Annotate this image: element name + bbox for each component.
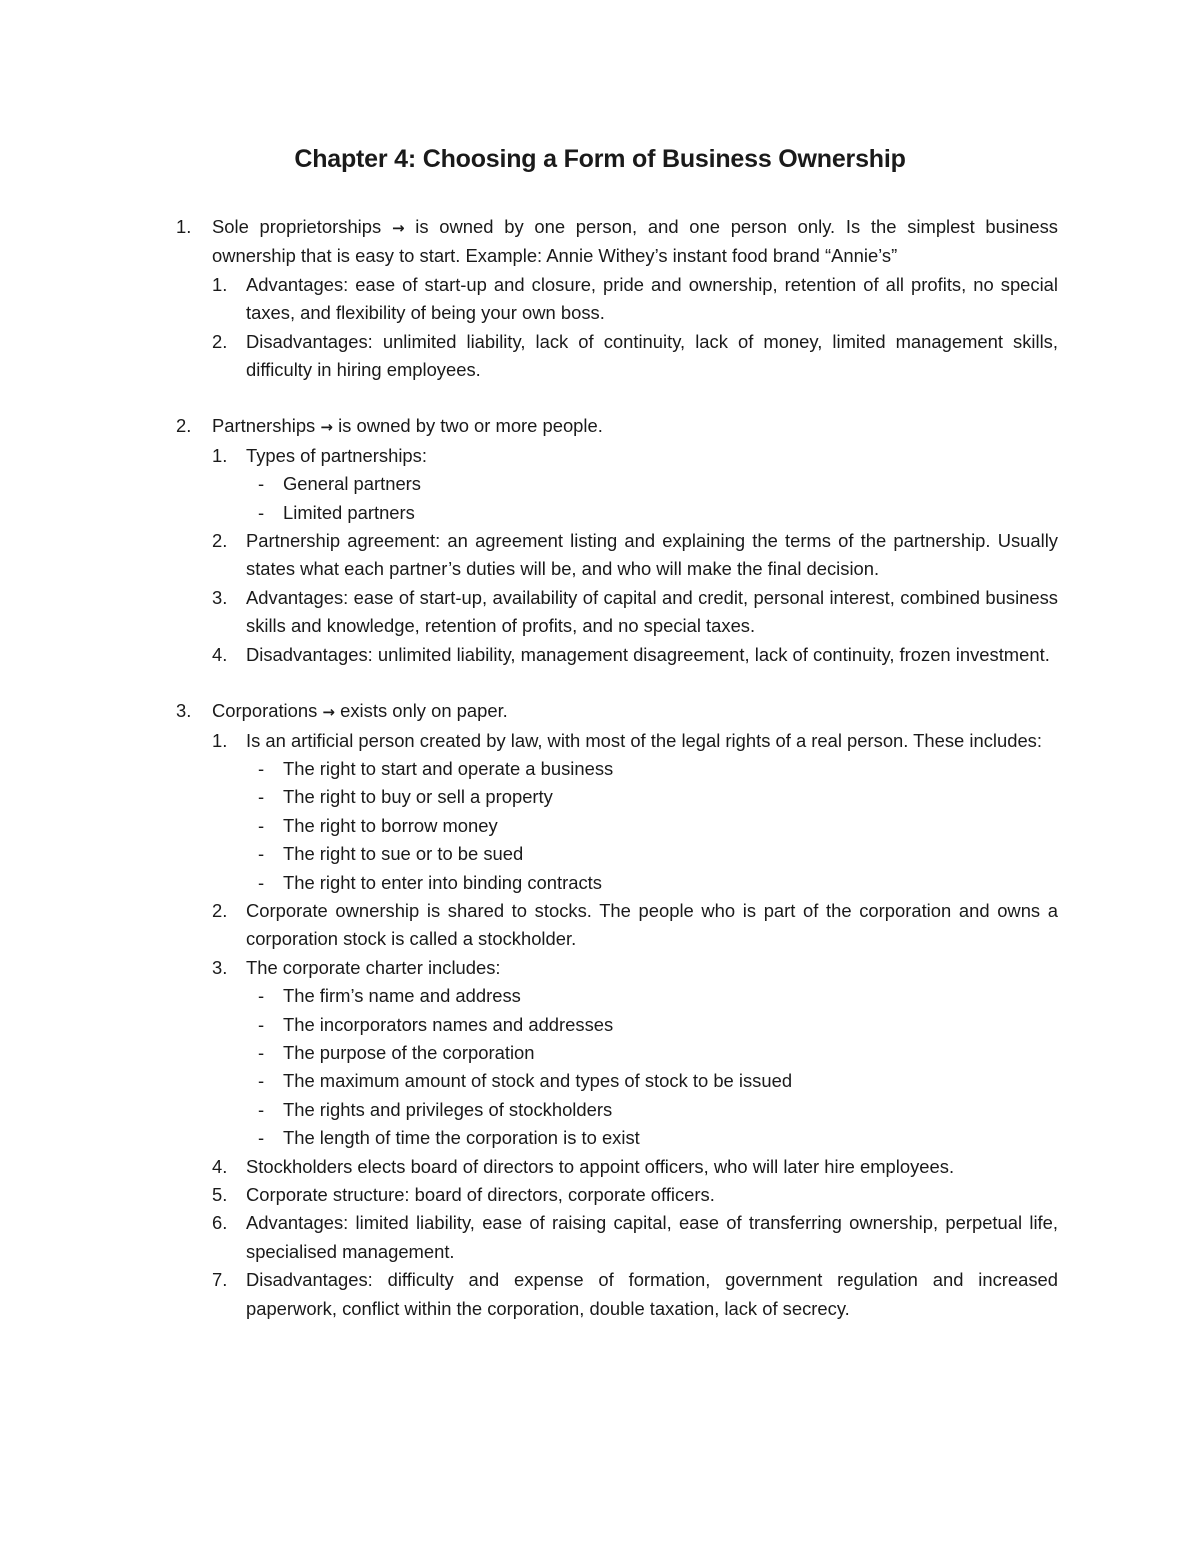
list-item — [212, 1209, 1058, 1266]
list-item — [212, 442, 1058, 527]
bullet-item — [246, 783, 1058, 811]
list-item — [212, 328, 1058, 385]
arrow-icon: → — [322, 703, 335, 722]
bullet-item — [246, 1039, 1058, 1067]
section-heading: Corporations — [212, 700, 318, 722]
section-number: 1. — [176, 216, 192, 237]
list-item — [212, 271, 1058, 328]
item-number: 5. — [212, 1184, 228, 1205]
item-number: 2. — [212, 330, 228, 352]
dash-bullet: - — [258, 1098, 265, 1120]
item-text: Advantages: limited liability, ease of raising capital, ease of transferring ownership, perpetual life, specialised management. — [246, 1212, 1058, 1262]
list-item — [212, 954, 1058, 1153]
bullet-text: General partners — [283, 473, 422, 495]
arrow-icon: → — [320, 418, 333, 437]
item-text: Corporate structure: board of directors, corporate officers. — [246, 1184, 715, 1205]
item-number: 3. — [212, 586, 228, 608]
bullet-text: The right to sue or to be sued — [283, 843, 524, 865]
bullet-text: The length of time the corporation is to exist — [283, 1127, 640, 1149]
dash-bullet: - — [258, 985, 265, 1007]
list-item — [212, 527, 1058, 584]
bullet-item — [246, 470, 1058, 498]
arrow-icon: → — [391, 219, 405, 237]
section-description: exists only on paper. — [340, 700, 508, 722]
item-number: 1. — [212, 444, 228, 466]
bullet-item — [246, 812, 1058, 840]
item-number: 2. — [212, 899, 228, 921]
dash-bullet: - — [258, 501, 265, 523]
item-number: 7. — [212, 1269, 228, 1291]
dash-bullet: - — [258, 1070, 265, 1092]
bullet-item — [246, 755, 1058, 783]
item-number: 6. — [212, 1212, 228, 1234]
item-text: Advantages: ease of start-up and closure, pride and ownership, retention of all profits, no special taxes, and flexibility of being your own boss. — [246, 273, 1058, 324]
bullet-text: The purpose of the corporation — [283, 1041, 535, 1063]
item-text: Disadvantages: unlimited liability, lack of continuity, lack of money, limited management skills, difficulty in hiring employees. — [246, 330, 1058, 381]
bullet-item — [246, 499, 1058, 527]
bullet-item — [246, 840, 1058, 868]
bullet-text: The right to start and operate a business — [283, 757, 614, 779]
bullet-item — [246, 1067, 1058, 1095]
bullet-text: Limited partners — [283, 501, 415, 523]
list-item — [212, 641, 1058, 669]
item-text: Corporate ownership is shared to stocks. The people who is part of the corporation and owns a corporation stock is called a stockholder. — [246, 899, 1058, 950]
dash-bullet: - — [258, 757, 265, 779]
list-item — [212, 584, 1058, 641]
item-number: 1. — [212, 729, 228, 751]
section-heading: Partnerships — [212, 415, 316, 437]
list-item — [212, 1181, 1058, 1209]
section-number: 2. — [176, 415, 192, 437]
item-text: Partnership agreement: an agreement listing and explaining the terms of the partnership. Usually states what each partner’s duties will be, and who will make the final decision. — [246, 530, 1058, 580]
bullet-item — [246, 1124, 1058, 1152]
document-body — [176, 213, 1058, 1323]
bullet-text: The right to borrow money — [283, 814, 498, 836]
dash-bullet: - — [258, 814, 265, 836]
bullet-text: The right to buy or sell a property — [283, 786, 553, 808]
bullet-text: The right to enter into binding contracts — [283, 871, 602, 893]
list-item — [212, 1153, 1058, 1181]
item-number: 3. — [212, 956, 228, 978]
item-number: 2. — [212, 530, 228, 552]
item-text: Is an artificial person created by law, with most of the legal rights of a real person. These includes: — [246, 729, 1042, 751]
item-text: The corporate charter includes: — [246, 956, 501, 978]
bullet-text: The maximum amount of stock and types of stock to be issued — [283, 1070, 793, 1092]
bullet-item — [246, 869, 1058, 897]
list-item — [212, 1266, 1058, 1323]
dash-bullet: - — [258, 843, 265, 865]
bullet-text: The firm’s name and address — [283, 985, 521, 1007]
item-text: Types of partnerships: — [246, 444, 427, 466]
item-number: 4. — [212, 643, 228, 665]
dash-bullet: - — [258, 473, 265, 495]
dash-bullet: - — [258, 1041, 265, 1063]
list-item — [212, 727, 1058, 897]
section-description: is owned by two or more people. — [338, 415, 603, 437]
section-intro — [212, 412, 1058, 441]
dash-bullet: - — [258, 1127, 265, 1149]
outline-section — [176, 412, 1058, 669]
dash-bullet: - — [258, 786, 265, 808]
dash-bullet: - — [258, 1013, 265, 1035]
item-number: 4. — [212, 1155, 228, 1177]
section-intro — [212, 697, 1058, 726]
item-text: Disadvantages: difficulty and expense of formation, government regulation and increased paperwork, conflict within the corporation, double taxation, lack of secrecy. — [246, 1269, 1058, 1319]
section-number: 3. — [176, 700, 192, 722]
list-item — [212, 897, 1058, 954]
bullet-text: The rights and privileges of stockholders — [283, 1098, 613, 1120]
bullet-item — [246, 982, 1058, 1010]
section-description: is owned by one person, and one person only. Is the simplest business ownership that is easy to start. Example: Annie Withey’s instant food brand “Annie’s” — [212, 216, 1058, 267]
bullet-item — [246, 1096, 1058, 1124]
item-text: Disadvantages: unlimited liability, management disagreement, lack of continuity, frozen investment. — [246, 643, 1050, 665]
outline-section — [176, 697, 1058, 1323]
section-heading: Sole proprietorships — [212, 216, 382, 237]
bullet-item — [246, 1011, 1058, 1039]
bullet-text: The incorporators names and addresses — [283, 1013, 614, 1035]
item-text: Advantages: ease of start-up, availability of capital and credit, personal interest, combined business skills and knowledge, retention of profits, and no special taxes. — [246, 586, 1058, 637]
section-intro — [212, 213, 1058, 271]
outline-section — [176, 213, 1058, 384]
page-title: Chapter 4: Choosing a Form of Business Ownership — [294, 145, 906, 173]
item-text: Stockholders elects board of directors to appoint officers, who will later hire employees. — [246, 1155, 955, 1177]
item-number: 1. — [212, 273, 228, 295]
dash-bullet: - — [258, 871, 265, 893]
